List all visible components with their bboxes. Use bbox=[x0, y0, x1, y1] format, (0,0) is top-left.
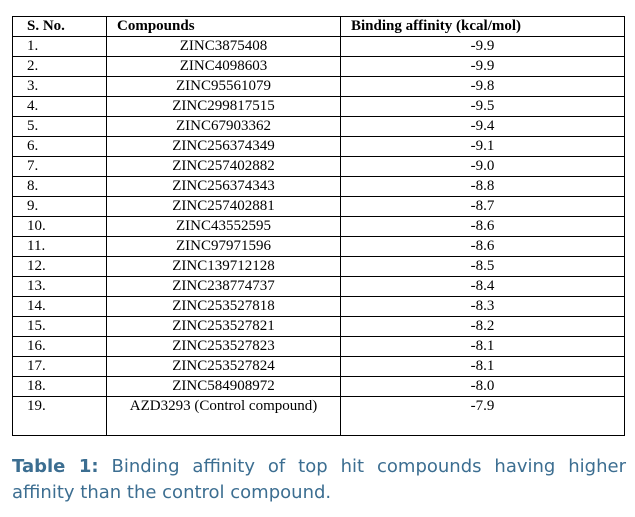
table-row bbox=[13, 197, 625, 217]
compound-cell: ZINC253527823 bbox=[107, 337, 341, 357]
table-row bbox=[13, 357, 625, 377]
header-compounds: Compounds bbox=[107, 17, 341, 37]
table-body bbox=[13, 37, 625, 436]
compound-cell: ZINC257402881 bbox=[107, 197, 341, 217]
compound-cell: ZINC4098603 bbox=[107, 57, 341, 77]
compound-cell: ZINC238774737 bbox=[107, 277, 341, 297]
serial-number-cell: 13. bbox=[13, 277, 107, 297]
table-row bbox=[13, 377, 625, 397]
serial-number-cell: 8. bbox=[13, 177, 107, 197]
serial-number-cell: 15. bbox=[13, 317, 107, 337]
compound-cell: ZINC67903362 bbox=[107, 117, 341, 137]
affinity-cell: -9.5 bbox=[341, 97, 625, 117]
table-row bbox=[13, 177, 625, 197]
serial-number-cell: 7. bbox=[13, 157, 107, 177]
affinity-cell: -8.1 bbox=[341, 337, 625, 357]
table-row bbox=[13, 317, 625, 337]
table-row bbox=[13, 257, 625, 277]
table-row bbox=[13, 57, 625, 77]
compound-cell: ZINC256374343 bbox=[107, 177, 341, 197]
serial-number-cell: 17. bbox=[13, 357, 107, 377]
serial-number-cell: 14. bbox=[13, 297, 107, 317]
caption-label: Table 1: bbox=[12, 456, 99, 477]
serial-number-cell: 1. bbox=[13, 37, 107, 57]
compound-cell: ZINC95561079 bbox=[107, 77, 341, 97]
serial-number-cell: 3. bbox=[13, 77, 107, 97]
caption-text: Binding affinity of top hit compounds having higher affinity than the control compound. bbox=[12, 456, 626, 503]
table-row bbox=[13, 277, 625, 297]
header-serial-number: S. No. bbox=[13, 17, 107, 37]
serial-number-cell: 10. bbox=[13, 217, 107, 237]
affinity-cell: -8.6 bbox=[341, 217, 625, 237]
compound-cell: ZINC257402882 bbox=[107, 157, 341, 177]
table-caption bbox=[12, 454, 626, 506]
compound-cell: ZINC253527821 bbox=[107, 317, 341, 337]
table-row bbox=[13, 217, 625, 237]
serial-number-cell: 4. bbox=[13, 97, 107, 117]
affinity-cell: -8.6 bbox=[341, 237, 625, 257]
serial-number-cell: 12. bbox=[13, 257, 107, 277]
affinity-cell: -9.9 bbox=[341, 37, 625, 57]
compound-cell: AZD3293 (Control compound) bbox=[107, 397, 341, 436]
data-table-container bbox=[12, 16, 624, 436]
compound-cell: ZINC253527818 bbox=[107, 297, 341, 317]
table-row bbox=[13, 137, 625, 157]
affinity-cell: -8.7 bbox=[341, 197, 625, 217]
affinity-cell: -8.3 bbox=[341, 297, 625, 317]
serial-number-cell: 11. bbox=[13, 237, 107, 257]
serial-number-cell: 2. bbox=[13, 57, 107, 77]
serial-number-cell: 6. bbox=[13, 137, 107, 157]
table-row bbox=[13, 337, 625, 357]
affinity-cell: -9.1 bbox=[341, 137, 625, 157]
affinity-cell: -8.1 bbox=[341, 357, 625, 377]
affinity-cell: -8.4 bbox=[341, 277, 625, 297]
affinity-cell: -8.0 bbox=[341, 377, 625, 397]
table-header-row bbox=[13, 17, 625, 37]
affinity-cell: -9.8 bbox=[341, 77, 625, 97]
affinity-cell: -8.5 bbox=[341, 257, 625, 277]
table-row bbox=[13, 157, 625, 177]
compound-cell: ZINC256374349 bbox=[107, 137, 341, 157]
table-row bbox=[13, 97, 625, 117]
serial-number-cell: 16. bbox=[13, 337, 107, 357]
affinity-cell: -9.0 bbox=[341, 157, 625, 177]
serial-number-cell: 19. bbox=[13, 397, 107, 436]
affinity-cell: -8.8 bbox=[341, 177, 625, 197]
binding-affinity-table bbox=[12, 16, 625, 436]
serial-number-cell: 18. bbox=[13, 377, 107, 397]
table-row bbox=[13, 397, 625, 436]
table-row bbox=[13, 297, 625, 317]
affinity-cell: -7.9 bbox=[341, 397, 625, 436]
compound-cell: ZINC97971596 bbox=[107, 237, 341, 257]
compound-cell: ZINC299817515 bbox=[107, 97, 341, 117]
compound-cell: ZINC253527824 bbox=[107, 357, 341, 377]
affinity-cell: -8.2 bbox=[341, 317, 625, 337]
table-row bbox=[13, 77, 625, 97]
serial-number-cell: 9. bbox=[13, 197, 107, 217]
affinity-cell: -9.9 bbox=[341, 57, 625, 77]
compound-cell: ZINC3875408 bbox=[107, 37, 341, 57]
compound-cell: ZINC139712128 bbox=[107, 257, 341, 277]
header-binding-affinity: Binding affinity (kcal/mol) bbox=[341, 17, 625, 37]
affinity-cell: -9.4 bbox=[341, 117, 625, 137]
compound-cell: ZINC43552595 bbox=[107, 217, 341, 237]
table-row bbox=[13, 117, 625, 137]
compound-cell: ZINC584908972 bbox=[107, 377, 341, 397]
table-row bbox=[13, 37, 625, 57]
table-row bbox=[13, 237, 625, 257]
serial-number-cell: 5. bbox=[13, 117, 107, 137]
